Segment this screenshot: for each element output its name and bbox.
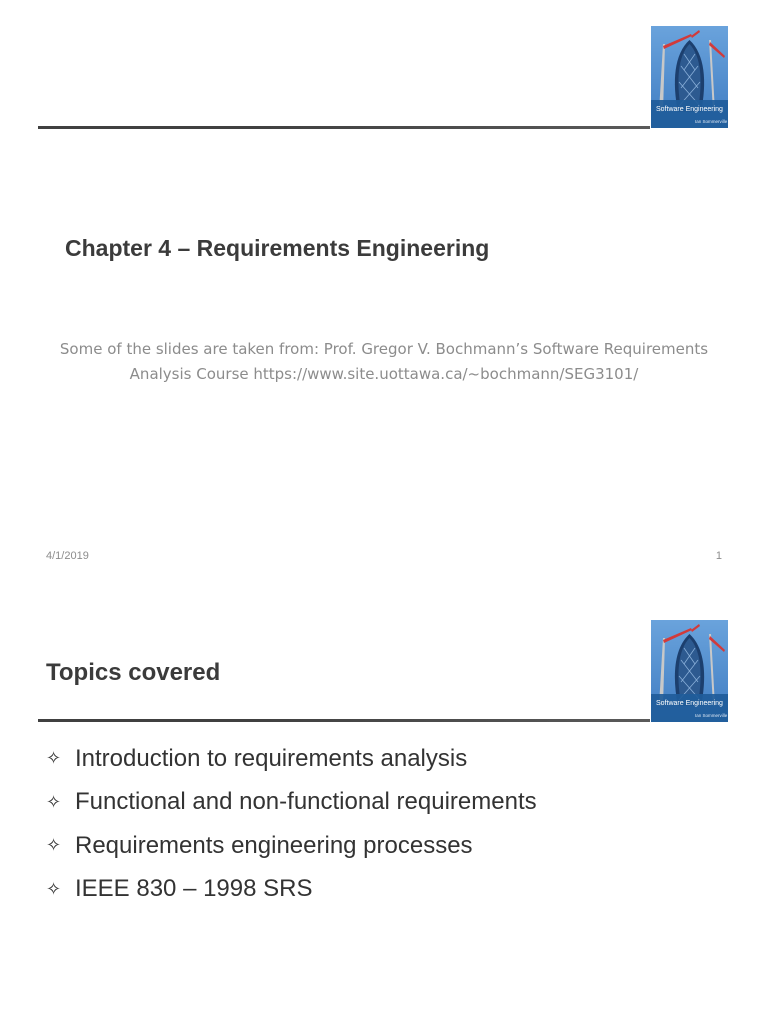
- list-item: [46, 824, 537, 868]
- book-cover-image: [651, 26, 728, 128]
- list-item: [46, 781, 537, 825]
- slide-title: Topics covered: [46, 659, 221, 686]
- book-cover-image: [651, 620, 728, 722]
- four-point-star-icon: ✧: [46, 748, 62, 770]
- topics-list: [46, 737, 537, 911]
- footer-date: 4/1/2019: [46, 550, 89, 562]
- list-item-text: Introduction to requirements analysis: [75, 744, 468, 772]
- cover-title-text: Software Engineering: [656, 106, 723, 113]
- cover-title-text: Software Engineering: [656, 700, 723, 707]
- four-point-star-icon: ✧: [46, 835, 62, 857]
- slide-title: Chapter 4 – Requirements Engineering: [65, 235, 490, 261]
- cover-author-text: Ian Sommerville: [695, 713, 728, 718]
- list-item-text: Functional and non-functional requirements: [75, 788, 537, 816]
- topics-slide: [0, 594, 768, 1024]
- list-item-text: IEEE 830 – 1998 SRS: [75, 875, 313, 903]
- header-rule: [38, 719, 650, 722]
- list-item: [46, 737, 537, 781]
- four-point-star-icon: ✧: [46, 791, 62, 813]
- list-item-text: Requirements engineering processes: [75, 831, 473, 859]
- header-rule: [38, 126, 650, 129]
- source-note: [20, 337, 748, 387]
- source-note-line-1: Some of the slides are taken from: Prof. Gregor V. Bochmann’s Software Requirements: [59, 340, 709, 358]
- list-item: [46, 868, 537, 912]
- slide-number: 1: [715, 550, 722, 562]
- four-point-star-icon: ✧: [46, 878, 62, 900]
- cover-author-text: Ian Sommerville: [695, 119, 728, 124]
- source-note-line-2: Analysis Course https://www.site.uottawa.ca/~bochmann/SEG3101/: [129, 365, 639, 383]
